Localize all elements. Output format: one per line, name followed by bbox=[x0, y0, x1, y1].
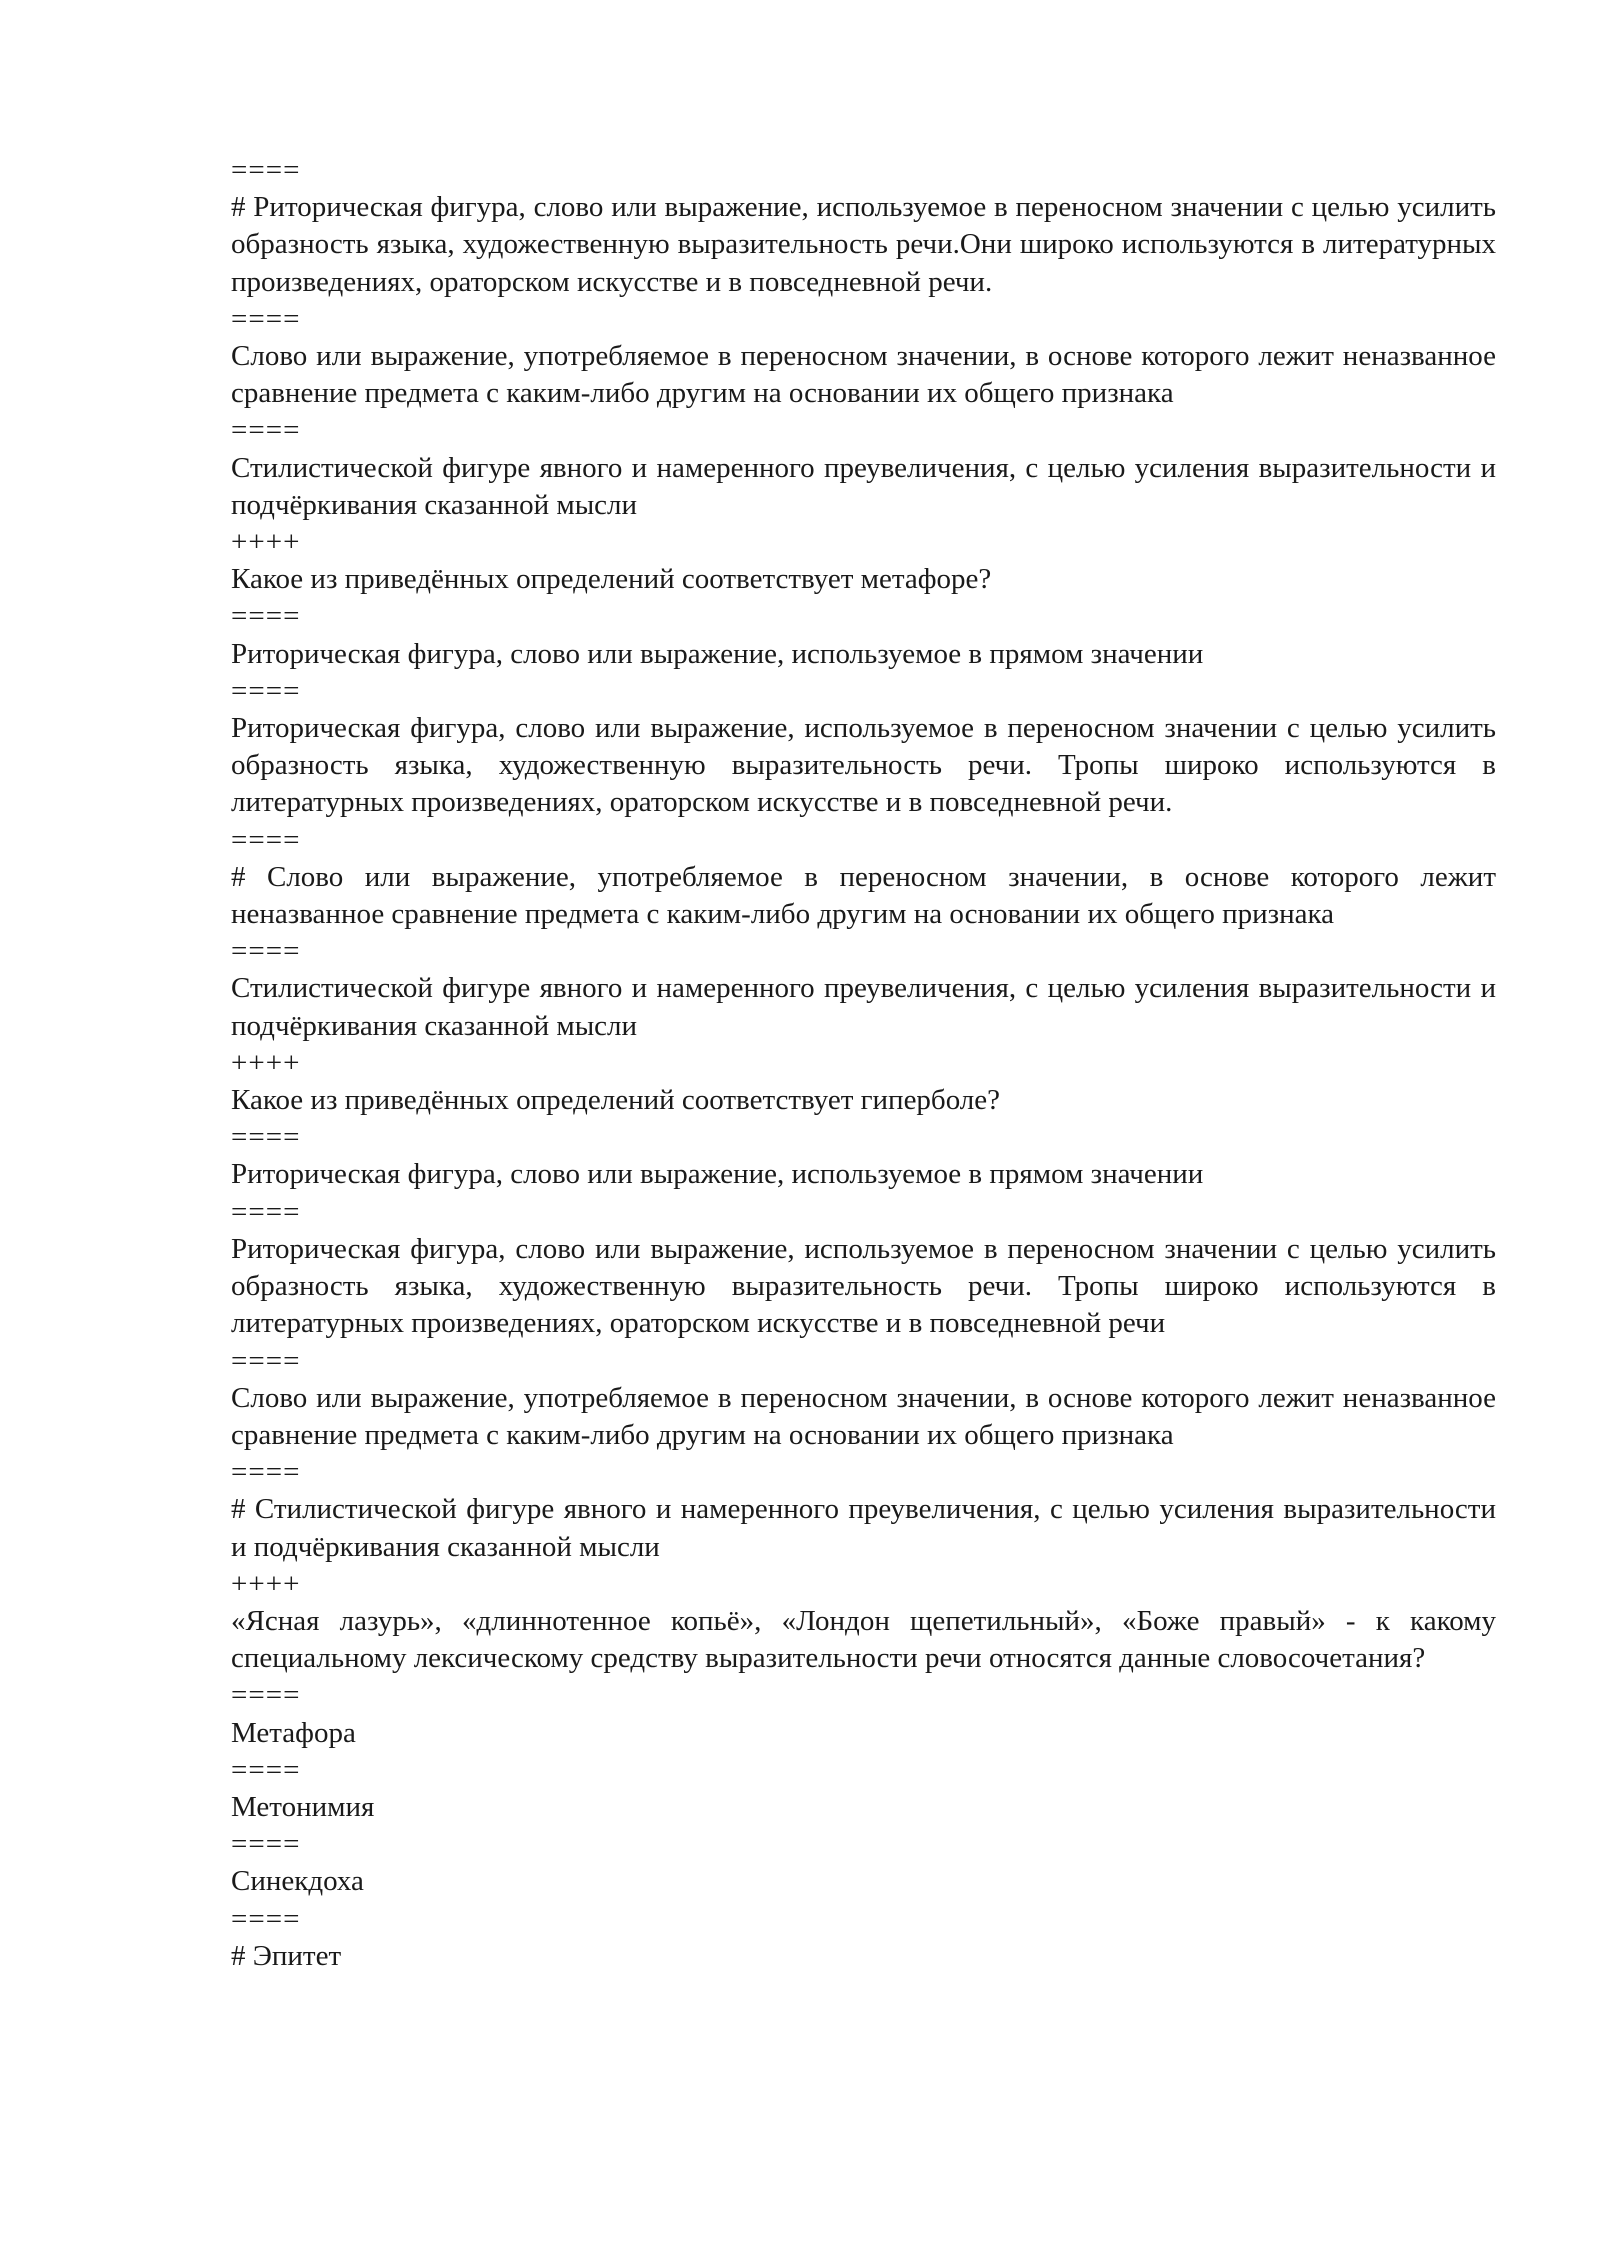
separator-line: ==== bbox=[231, 1121, 301, 1154]
answer-option: Риторическая фигура, слово или выражение, используемое в переносном значении с целью усилить образность языка, художественную выразительность речи. Тропы широко используются в литературных произведениях, ораторском искусстве и в повседневной речи. bbox=[231, 712, 1496, 819]
answer-option: Слово или выражение, употребляемое в переносном значении, в основе которого лежит неназванное сравнение предмета с каким-либо другим на основании их общего признака bbox=[231, 1381, 1496, 1451]
answer-option-correct: # Эпитет bbox=[231, 1939, 342, 1972]
separator-line: ==== bbox=[231, 600, 301, 633]
separator-line: ==== bbox=[231, 1753, 301, 1786]
question-text: Какое из приведённых определений соответствует гиперболе? bbox=[231, 1084, 1001, 1117]
answer-option: Синекдоха bbox=[231, 1865, 364, 1898]
answer-option-correct: # Стилистической фигуре явного и намеренного преувеличения, с целью усиления выразительности и подчёркивания сказанной мысли bbox=[231, 1493, 1496, 1563]
separator-line: ==== bbox=[231, 1679, 301, 1712]
question-text: Какое из приведённых определений соответствует метафоре? bbox=[231, 563, 992, 596]
question-separator: ++++ bbox=[231, 1046, 301, 1079]
answer-option: Метонимия bbox=[231, 1790, 375, 1823]
separator-line: ==== bbox=[231, 1828, 301, 1861]
question-text: «Ясная лазурь», «длиннотенное копьё», «Лондон щепетильный», «Боже правый» - к какому специальному лексическому средству выразительности речи относятся данные словосочетания? bbox=[231, 1604, 1496, 1675]
answer-option: Метафора bbox=[231, 1716, 356, 1749]
separator-line: ==== bbox=[231, 823, 301, 856]
document-page bbox=[231, 152, 1496, 1975]
answer-option: Стилистической фигуре явного и намеренного преувеличения, с целью усиления выразительности и подчёркивания сказанной мысли bbox=[231, 451, 1496, 521]
separator-line: ==== bbox=[231, 674, 301, 707]
answer-option: Риторическая фигура, слово или выражение, используемое в прямом значении bbox=[231, 1158, 1204, 1191]
answer-option: Стилистической фигуре явного и намеренного преувеличения, с целью усиления выразительности и подчёркивания сказанной мысли bbox=[231, 972, 1496, 1042]
answer-option-correct: # Риторическая фигура, слово или выражение, используемое в переносном значении с целью усилить образность языка, художественную выразительность речи.Они широко используются в литературных произведениях, ораторском искусстве и в повседневной речи. bbox=[231, 191, 1496, 298]
answer-option: Риторическая фигура, слово или выражение, используемое в переносном значении с целью усилить образность языка, художественную выразительность речи. Тропы широко используются в литературных произведениях, ораторском искусстве и в повседневной речи bbox=[231, 1232, 1496, 1340]
answer-option: Слово или выражение, употребляемое в переносном значении, в основе которого лежит неназванное сравнение предмета с каким-либо другим на основании их общего признака bbox=[231, 340, 1496, 410]
separator-line: ==== bbox=[231, 1456, 301, 1489]
separator-line: ==== bbox=[231, 1195, 301, 1228]
separator-line: ==== bbox=[231, 154, 301, 186]
question-separator: ++++ bbox=[231, 526, 301, 559]
separator-line: ==== bbox=[231, 1344, 301, 1377]
question-separator: ++++ bbox=[231, 1567, 301, 1600]
separator-line: ==== bbox=[231, 1902, 301, 1935]
answer-option: Риторическая фигура, слово или выражение, используемое в прямом значении bbox=[231, 637, 1204, 670]
separator-line: ==== bbox=[231, 414, 301, 447]
answer-option-correct: # Слово или выражение, употребляемое в переносном значении, в основе которого лежит неназванное сравнение предмета с каким-либо другим на основании их общего признака bbox=[231, 860, 1496, 931]
separator-line: ==== bbox=[231, 302, 301, 335]
separator-line: ==== bbox=[231, 935, 301, 968]
